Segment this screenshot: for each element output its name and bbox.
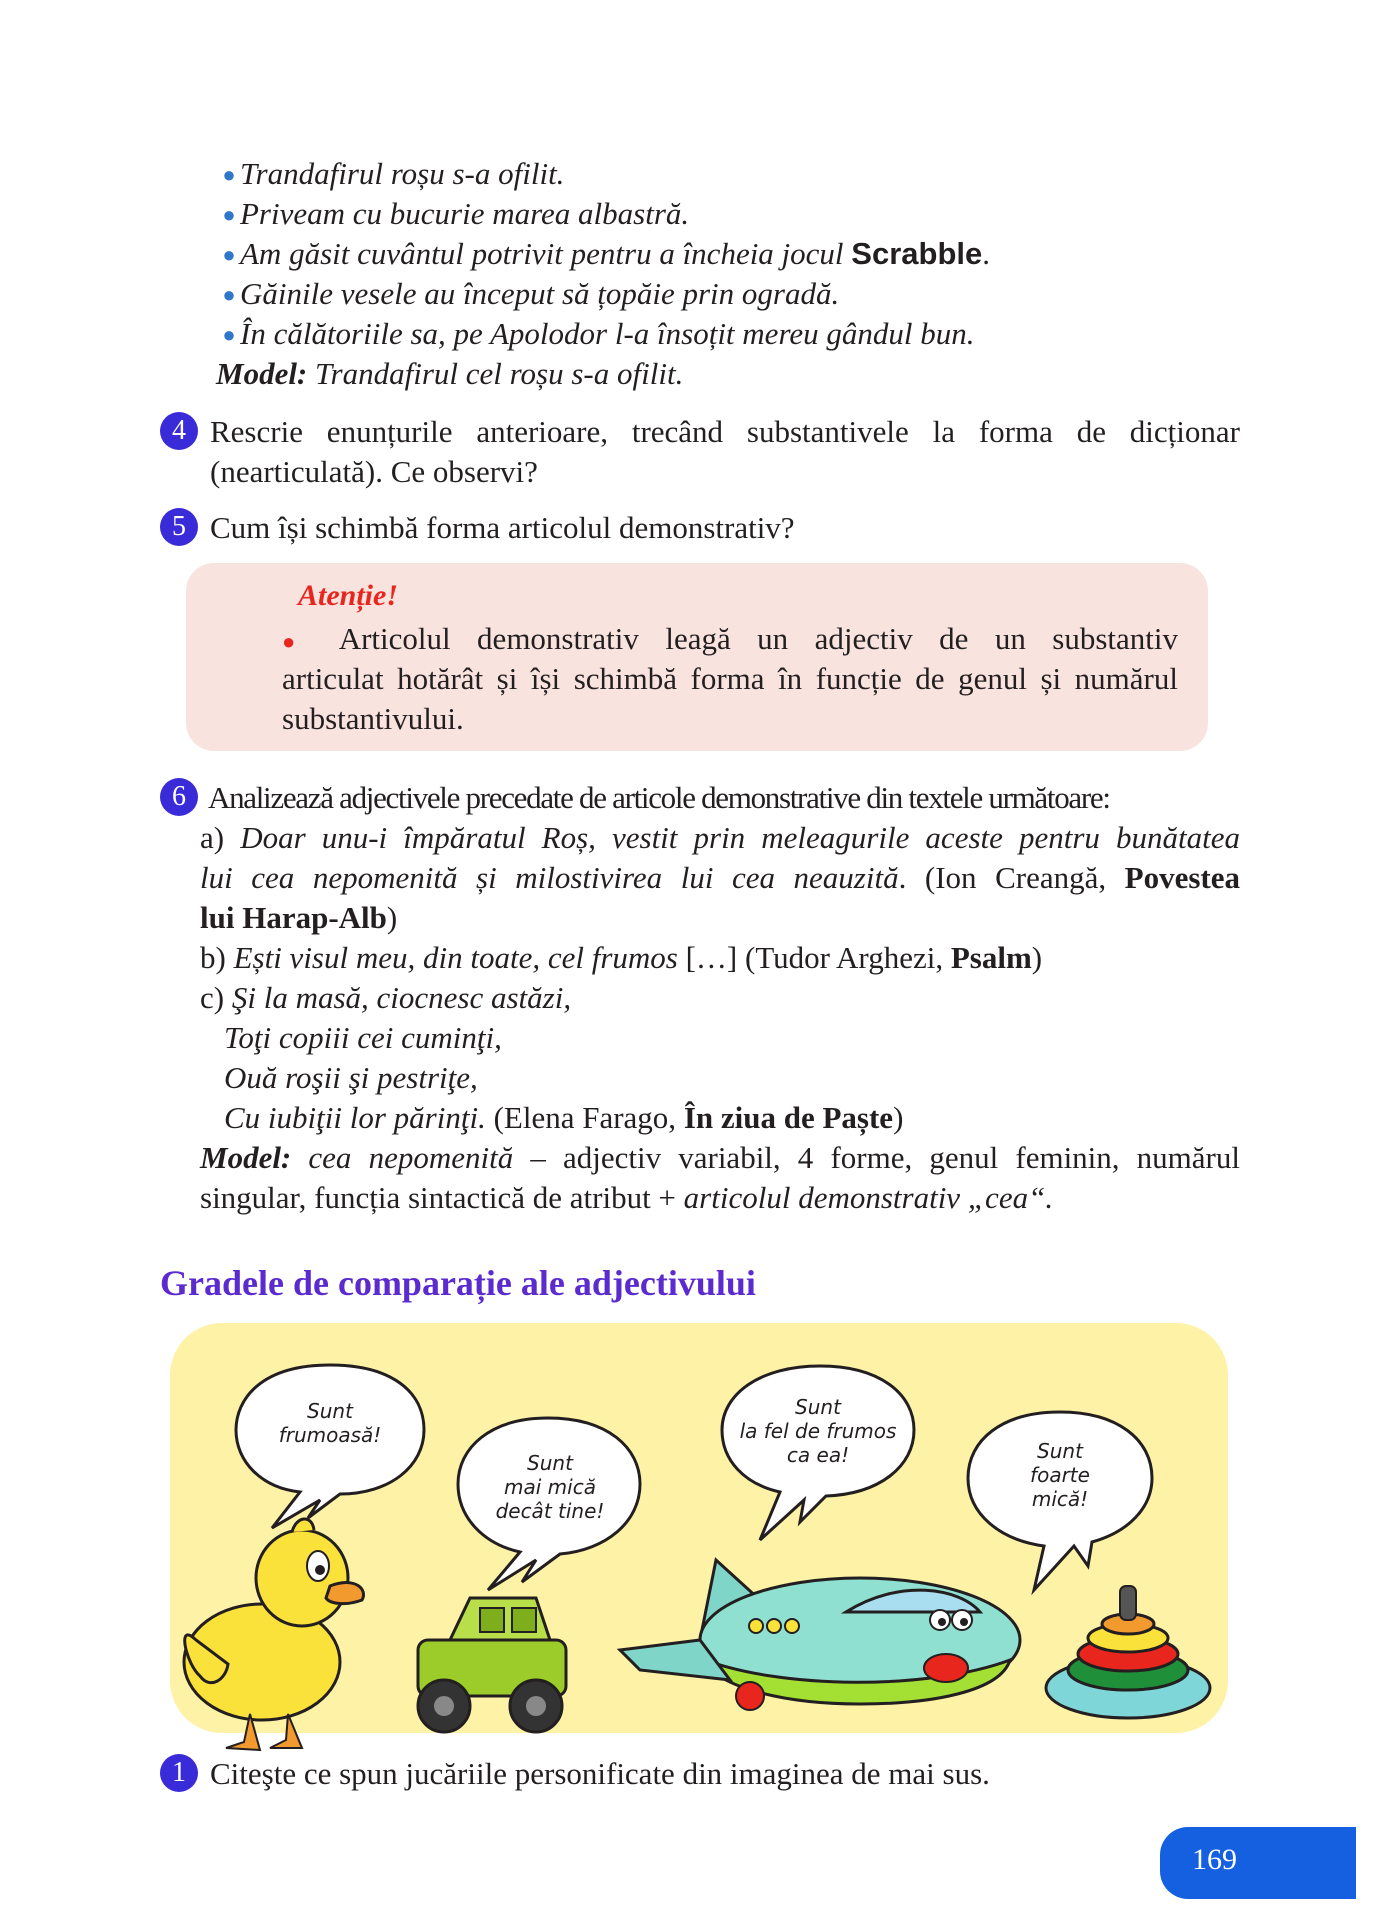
plane-bubble-line2: la fel de frumos — [739, 1419, 897, 1443]
bullet-dot-icon: ● — [222, 282, 236, 307]
pyramid-bubble-line1: Sunt — [1037, 1439, 1083, 1463]
attention-line2: articulat hotărât și își schimbă forma în funcție de genul și numărul — [282, 661, 1178, 696]
duck-speech-bubble — [236, 1365, 424, 1528]
exercise-6c-line3: Ouă roşii şi pestriţe, — [224, 1060, 478, 1095]
bullet-text: În călătoriile sa, pe Apolodor l-a însoțit mereu gândul bun. — [240, 316, 975, 351]
bullet-text: Priveam cu bucurie marea albastră. — [240, 196, 690, 231]
source-text: ) — [386, 900, 398, 935]
source-text: ) — [1031, 940, 1043, 975]
source-title: Povestea — [1124, 860, 1240, 895]
quote-text: Ești visul meu, din toate, cel frumos — [233, 940, 678, 975]
scrabble-word: Scrabble — [851, 236, 983, 271]
bullet-dot-icon: ● — [222, 242, 236, 267]
model-example: cea nepomenită — [291, 1140, 514, 1175]
bullet-text: Trandafirul roșu s-a ofilit. — [240, 156, 565, 191]
duck-bubble-line1: Sunt — [307, 1399, 353, 1423]
exercise-number-6: 6 — [160, 778, 198, 816]
bullet-text: Găinile vesele au început să țopăie prin ogradă. — [240, 276, 840, 311]
item-label: a) — [200, 820, 241, 855]
bullet-dot-icon: ● — [222, 162, 236, 187]
poem-line: Cu iubiţii lor părinţi. — [224, 1100, 486, 1135]
source-title: În ziua de Paște — [683, 1100, 894, 1135]
bullet-dot-icon: ● — [222, 322, 236, 347]
bullet-text: Am găsit cuvântul potrivit pentru a încheia jocul — [240, 236, 852, 271]
pyramid-speech-bubble — [968, 1412, 1152, 1590]
model-example: articolul demonstrativ „cea“. — [683, 1180, 1054, 1215]
duck-illustration — [184, 1519, 364, 1750]
attention-bullet-icon: ● — [282, 629, 314, 654]
attention-line3: substantivului. — [282, 701, 464, 736]
exercise-4-line2: (nearticulată). Ce observi? — [210, 454, 538, 489]
model-text: Trandafirul cel roșu s-a ofilit. — [307, 356, 684, 391]
model-label: Model: — [216, 356, 308, 391]
model-text: – adjectiv variabil, 4 forme, genul feminin, numărul — [513, 1140, 1240, 1175]
source-text: […] (Tudor Arghezi, — [677, 940, 951, 975]
duck-bubble-line2: frumoasă! — [278, 1423, 382, 1447]
model-label: Model: — [200, 1140, 292, 1175]
truck-bubble-line1: Sunt — [527, 1451, 573, 1475]
source-text: (Elena Farago, — [485, 1100, 684, 1135]
quote-text: Doar unu-i împăratul Roș, vestit prin meleagurile aceste pentru bunătatea — [240, 820, 1240, 855]
exercise-1-text: Citeşte ce spun jucăriile personificate din imaginea de mai sus. — [210, 1756, 990, 1791]
source-text: ) — [893, 1100, 904, 1135]
plane-illustration — [620, 1560, 1020, 1710]
model-text: singular, funcția sintactică de atribut + — [200, 1180, 684, 1215]
exercise-4-line1: Rescrie enunțurile anterioare, trecând substantivele la forma de dicționar — [210, 414, 1240, 449]
source-title: Psalm — [950, 940, 1032, 975]
exercise-5-text: Cum își schimbă forma articolul demonstrativ? — [210, 510, 795, 545]
plane-bubble-line1: Sunt — [795, 1395, 841, 1419]
attention-title: Atenție! — [298, 579, 399, 612]
exercise-number-4: 4 — [160, 412, 198, 450]
pyramid-toy-illustration — [1046, 1586, 1210, 1718]
attention-line1-text: Articolul demonstrativ leagă un adjectiv de un substantiv — [338, 621, 1178, 656]
page-number-tab — [1160, 1827, 1356, 1899]
pyramid-bubble-line2: foarte — [1030, 1463, 1090, 1487]
exercise-6-intro: Analizează adjectivele precedate de articole demonstrative din textele următoare: — [208, 780, 1110, 815]
plane-speech-bubble — [722, 1366, 914, 1540]
truck-bubble-line3: decât tine! — [495, 1499, 605, 1523]
pyramid-bubble-line3: mică! — [1031, 1487, 1089, 1511]
quote-text: lui cea nepomenită și milostivirea lui cea neauzită — [200, 860, 899, 895]
truck-illustration — [418, 1598, 566, 1732]
exercise-number-1: 1 — [160, 1754, 198, 1792]
source-text: . (Ion Creangă, — [898, 860, 1125, 895]
bullet-dot-icon: ● — [222, 202, 236, 227]
exercise-6c-line2: Toţi copiii cei cuminţi, — [224, 1020, 502, 1055]
truck-bubble-line2: mai mică — [504, 1475, 596, 1499]
section-title: Gradele de comparație ale adjectivului — [160, 1263, 756, 1303]
plane-bubble-line3: ca ea! — [786, 1443, 850, 1467]
item-label: c) — [200, 980, 232, 1015]
item-label: b) — [200, 940, 234, 975]
page-number: 169 — [1192, 1843, 1237, 1876]
bullet-tail: . — [982, 236, 990, 271]
source-title: lui Harap-Alb — [200, 900, 387, 935]
exercise-number-5: 5 — [160, 508, 198, 546]
truck-speech-bubble — [458, 1418, 640, 1590]
poem-line: Şi la masă, ciocnesc astăzi, — [231, 980, 572, 1015]
